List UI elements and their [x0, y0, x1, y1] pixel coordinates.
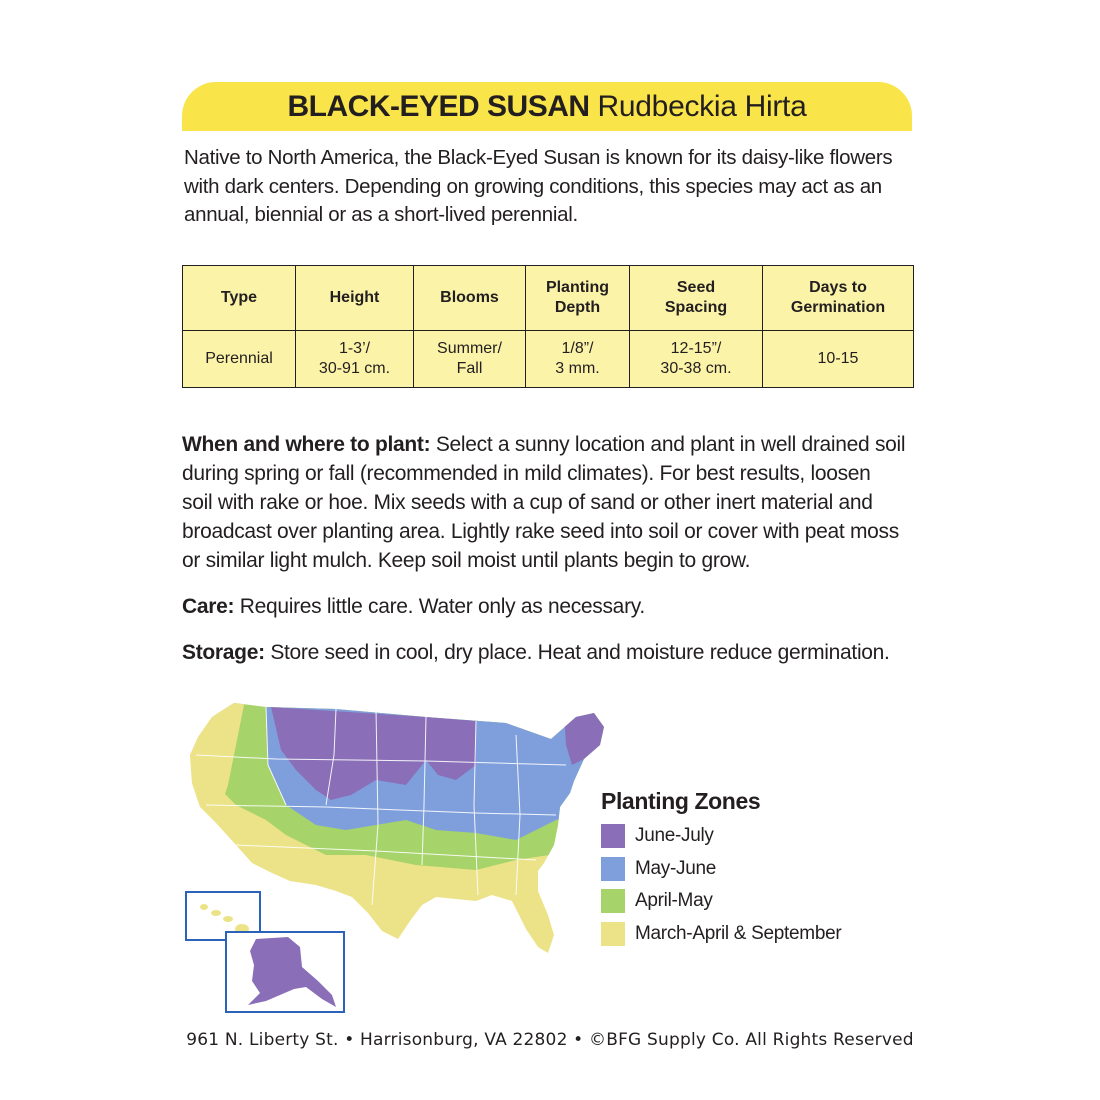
- care-instructions: [182, 592, 906, 621]
- legend-item-april-may: [601, 885, 841, 918]
- legend-item-june-july: [601, 820, 841, 853]
- specs-value-planting-depth: 1/8”/ 3 mm.: [526, 331, 630, 388]
- legend-swatch-april-may: [601, 889, 625, 913]
- legend-label-may-june: May-June: [635, 857, 717, 879]
- planting-zone-map: [176, 695, 616, 1025]
- specs-header-days-to-germination: Days to Germination: [763, 266, 914, 331]
- specs-value-height: 1-3’/ 30-91 cm.: [296, 331, 414, 388]
- specs-header-row: [183, 266, 914, 331]
- legend-label-june-july: June-July: [635, 825, 714, 847]
- intro-text: Native to North America, the Black-Eyed Susan is known for its daisy-like flowers with dark centers. Depending on growing conditions, this species may act as an annual, biennial or as a short-lived perennial.: [184, 146, 893, 226]
- legend-swatch-may-june: [601, 857, 625, 881]
- storage-instructions: [182, 638, 906, 667]
- specs-header-blooms: Blooms: [414, 266, 526, 331]
- specs-value-blooms: Summer/ Fall: [414, 331, 526, 388]
- specs-value-days-to-germination: 10-15: [763, 331, 914, 388]
- legend-label-april-may: April-May: [635, 890, 713, 912]
- specs-value-type: Perennial: [183, 331, 296, 388]
- specs-header-height: Height: [296, 266, 414, 331]
- specs-header-planting-depth: Planting Depth: [526, 266, 630, 331]
- planting-text: Select a sunny location and plant in well drained soil during spring or fall (recommended in mild climates). For best results, loosen soil with rake or hoe. Mix seeds with a cup of sand or other inert material and broadcast over planting area. Lightly rake seed into soil or cover with peat moss or similar light mulch. Keep soil moist until plants begin to grow.: [182, 433, 906, 572]
- legend-swatch-june-july: [601, 824, 625, 848]
- specs-value-row: [183, 331, 914, 388]
- footer-address: 961 N. Liberty St. • Harrisonburg, VA 22802 • ©BFG Supply Co. All Rights Reserved: [186, 1030, 914, 1050]
- storage-label: Storage:: [182, 641, 265, 664]
- legend-item-march-april-september: [601, 918, 841, 951]
- scientific-name: Rudbeckia Hirta: [597, 89, 807, 123]
- care-label: Care:: [182, 595, 235, 618]
- storage-text: Store seed in cool, dry place. Heat and moisture reduce germination.: [264, 641, 890, 664]
- legend-item-may-june: [601, 853, 841, 886]
- common-name: BLACK-EYED SUSAN: [287, 89, 590, 123]
- specs-table: [182, 265, 914, 388]
- legend-title: Planting Zones: [601, 788, 761, 814]
- planting-zones-legend: [601, 786, 841, 950]
- title-banner: [182, 82, 912, 131]
- legend-label-march-april-september: March-April & September: [635, 922, 842, 944]
- planting-instructions: [182, 430, 906, 575]
- specs-header-type: Type: [183, 266, 296, 331]
- specs-value-seed-spacing: 12-15”/ 30-38 cm.: [630, 331, 763, 388]
- care-text: Requires little care. Water only as necessary.: [234, 595, 645, 618]
- legend-swatch-march-april-september: [601, 922, 625, 946]
- planting-label: When and where to plant:: [182, 433, 431, 456]
- specs-header-seed-spacing: Seed Spacing: [630, 266, 763, 331]
